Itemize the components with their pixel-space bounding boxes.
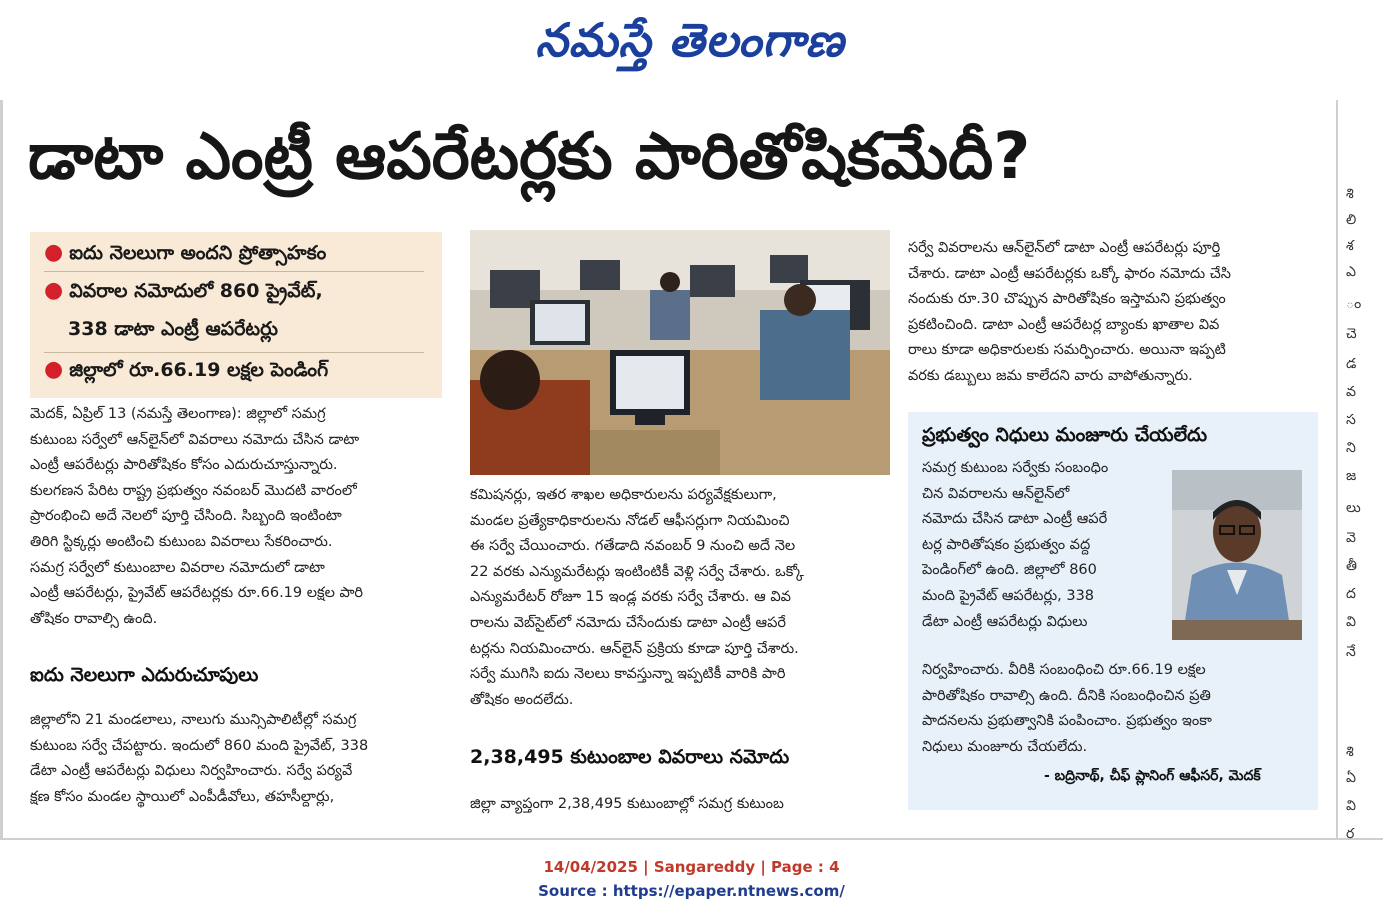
edge-letter: ర bbox=[1346, 826, 1355, 842]
text-line: కులగణన పేరిట రాష్ట్ర ప్రభుత్వం నవంబర్ మొదటి వారంలో bbox=[30, 482, 357, 499]
text-line: పెండింగ్‌లో ఉంది. జిల్లాలో 860 bbox=[922, 562, 1097, 579]
highlight-divider bbox=[44, 352, 424, 353]
edge-letter: ఎ bbox=[1346, 264, 1356, 280]
text-line: టర్ల పారితోషకం ప్రభుత్వం వద్ద bbox=[922, 536, 1091, 553]
text-line: కుటుంబ సర్వేలో ఆన్‌లైన్‌లో వివరాలు నమోదు చేసిన డాటా bbox=[30, 431, 360, 448]
sidebox-attribution: - బద్రినాథ్, చీఫ్ ప్లానింగ్ ఆఫీసర్, మెదక్ bbox=[1044, 768, 1261, 784]
column1-paragraph2 bbox=[30, 708, 450, 810]
sidebox-title: ప్రభుత్వం నిధులు మంజూరు చేయలేదు bbox=[922, 424, 1208, 446]
sidebox-text-narrow bbox=[922, 456, 1167, 635]
edge-letter: ఏ bbox=[1346, 770, 1356, 786]
edge-letter: ద bbox=[1346, 586, 1356, 602]
text-line: 22 వరకు ఎన్యుమరేటర్లు ఇంటింటికీ వెళ్లి సర్వే చేశారు. ఒక్కో bbox=[470, 563, 804, 580]
text-line: జిల్లా వ్యాప్తంగా 2,38,495 కుటుంబాల్లో సమగ్ర కుటుంబ bbox=[470, 796, 784, 812]
article-headline: డాటా ఎంట్రీ ఆపరేటర్లకు పారితోషికమేదీ? bbox=[28, 120, 1031, 194]
edge-letter: ం bbox=[1346, 296, 1362, 312]
officer-portrait-illustration bbox=[1172, 470, 1302, 640]
text-line: జిల్లాలోని 21 మండలాలు, నాలుగు మున్సిపాలిటీల్లో సమగ్ర bbox=[30, 712, 357, 728]
text-line: పాదనలను ప్రభుత్వానికి పంపించాం. ప్రభుత్వం ఇంకా bbox=[922, 713, 1212, 730]
text-line: క్షణ కోసం మండల స్థాయిలో ఎంపీడీవోలు, తహసీల్దార్లు, bbox=[30, 788, 335, 805]
text-line: నందుకు రూ.30 చొప్పున పారితోషికం ఇస్తామని ప్రభుత్వం bbox=[908, 291, 1226, 308]
text-line: ప్రారంభించి అదే నెలలో పూర్తి చేసింది. సిబ్బంది ఇంటింటా bbox=[30, 508, 342, 525]
edge-letter: లి bbox=[1346, 212, 1357, 228]
text-line: మండల ప్రత్యేకాధికారులను నోడల్ ఆఫీసర్లుగా నియమించి bbox=[470, 512, 790, 529]
footer-date-edition-page: 14/04/2025 | Sangareddy | Page : 4 bbox=[543, 858, 840, 876]
column2-paragraph2 bbox=[470, 792, 890, 818]
text-line: తోషికం అందలేదు. bbox=[470, 691, 574, 708]
text-line: సర్వే వివరాలను ఆన్‌లైన్‌లో డాటా ఎంట్రీ ఆపరేటర్లు పూర్తి bbox=[908, 240, 1221, 256]
page-border-left bbox=[0, 100, 3, 840]
edge-letter: వి bbox=[1346, 798, 1356, 814]
page-border-right bbox=[1336, 100, 1338, 840]
text-line: సమగ్ర కుటుంబ సర్వేకు సంబంధిం bbox=[922, 460, 1109, 476]
highlight-item-continued: 338 డాటా ఎంట్రీ ఆపరేటర్లు bbox=[68, 318, 278, 340]
computer-lab-photo bbox=[470, 230, 890, 475]
text-line: ఎంట్రీ ఆపరేటర్లు, ప్రైవేట్ ఆపరేటర్లకు రూ.66.19 లక్షల పారి bbox=[30, 585, 364, 602]
highlight-divider bbox=[44, 271, 424, 272]
text-line: చేశారు. డాటా ఎంట్రీ ఆపరేటర్లకు ఒక్కో ఫారం నమోదు చేసి bbox=[908, 265, 1231, 282]
text-line: డేటా ఎంట్రీ ఆపరేటర్లు విధులు నిర్వహించారు. సర్వే పర్యవే bbox=[30, 763, 353, 780]
text-line: కమిషనర్లు, ఇతర శాఖల అధికారులను పర్యవేక్షకులుగా, bbox=[470, 487, 777, 503]
edge-letter: శి bbox=[1346, 744, 1354, 760]
highlight-item: ● వివరాల నమోదులో 860 ప్రైవేట్, bbox=[44, 278, 323, 303]
text-line: నిర్వహించారు. వీరికి సంబంధించి రూ.66.19 లక్షల bbox=[922, 662, 1206, 678]
edge-letter: వి bbox=[1346, 614, 1356, 630]
text-line: పారితోషికం రావాల్సి ఉంది. దీనికి సంబంధించిన ప్రతి bbox=[922, 687, 1211, 704]
text-line: ఎన్యుమరేటర్ రోజూ 15 ఇండ్ల వరకు సర్వే చేశారు. ఆ వివ bbox=[470, 589, 791, 606]
text-line: మెదక్, ఏప్రిల్ 13 (నమస్తే తెలంగాణ): జిల్లాలో సమగ్ర bbox=[30, 406, 326, 422]
edge-letter: ని bbox=[1346, 440, 1356, 456]
text-line: చిన వివరాలను ఆన్‌లైన్‌లో bbox=[922, 485, 1070, 502]
edge-letter: తీ bbox=[1346, 558, 1357, 574]
edge-letter: జ bbox=[1346, 468, 1357, 484]
column3-paragraph1 bbox=[908, 236, 1326, 390]
edge-letter: చె bbox=[1346, 326, 1357, 342]
text-line: ఈ సర్వే చేయించారు. గతేడాది నవంబర్ 9 నుంచి అదే నెల bbox=[470, 538, 796, 555]
highlight-item: ● ఐదు నెలలుగా అందని ప్రోత్సాహకం bbox=[44, 240, 327, 265]
edge-letter: లు bbox=[1346, 500, 1361, 516]
text-line: సమగ్ర సర్వేలో కుటుంబాల వివరాల నమోదులో డాటా bbox=[30, 559, 325, 576]
column1-subheading: ఐదు నెలలుగా ఎదురుచూపులు bbox=[30, 664, 259, 686]
text-line: తిరిగి స్టిక్కర్లు అంటించి కుటుంబ వివరాలు సేకరించారు. bbox=[30, 533, 333, 550]
edge-letter: శ bbox=[1346, 238, 1354, 254]
column2-subheading: 2,38,495 కుటుంబాల వివరాలు నమోదు bbox=[470, 746, 790, 768]
edge-letter: డ bbox=[1346, 356, 1357, 372]
computer-lab-illustration bbox=[470, 230, 890, 475]
page-border-bottom bbox=[0, 838, 1383, 840]
officer-portrait-photo bbox=[1172, 470, 1302, 640]
text-line: నమోదు చేసిన డాటా ఎంట్రీ ఆపరే bbox=[922, 511, 1108, 528]
text-line: కుటుంబ సర్వే చేపట్టారు. ఇందులో 860 మంది ప్రైవేట్, 338 bbox=[30, 737, 369, 754]
highlight-item: ● జిల్లాలో రూ.66.19 లక్షల పెండింగ్ bbox=[44, 357, 329, 382]
text-line: టర్లను నియమించారు. ఆన్‌లైన్ ప్రక్రియ కూడా పూర్తి చేశారు. bbox=[470, 640, 799, 657]
footer-source-url[interactable]: Source : https://epaper.ntnews.com/ bbox=[538, 882, 845, 900]
edge-letter: స bbox=[1346, 412, 1356, 428]
highlights-box bbox=[30, 232, 442, 398]
text-line: ప్రకటించింది. డాటా ఎంట్రీ ఆపరేటర్ల బ్యాంకు ఖాతాల వివ bbox=[908, 316, 1220, 333]
text-line: నిధులు మంజూరు చేయలేదు. bbox=[922, 738, 1088, 755]
text-line: వరకు డబ్బులు జమ కాలేదని వారు వాపోతున్నారు. bbox=[908, 367, 1193, 384]
column1-paragraph1 bbox=[30, 402, 450, 632]
column2-paragraph1 bbox=[470, 483, 890, 713]
text-line: ఎంట్రీ ఆపరేటర్లు పారితోషికం కోసం ఎదురుచూస్తున్నారు. bbox=[30, 457, 338, 474]
text-line: సర్వే ముగిసి ఐదు నెలలు కావస్తున్నా ఇప్పటికీ వారికి పారి bbox=[470, 666, 786, 683]
text-line: రాలు కూడా అధికారులకు సమర్పించారు. అయినా ఇప్పటి bbox=[908, 342, 1226, 359]
newspaper-masthead: నమస్తే తెలంగాణ bbox=[535, 13, 845, 67]
text-line: తోషికం రావాల్సి ఉంది. bbox=[30, 610, 158, 627]
edge-letter: నే bbox=[1346, 644, 1356, 660]
text-line: డేటా ఎంట్రీ ఆపరేటర్లు విధులు bbox=[922, 613, 1088, 630]
edge-letter: వ bbox=[1346, 384, 1356, 400]
text-line: రాలను వెబ్‌సైట్‌లో నమోదు చేసేందుకు డాటా ఎంట్రీ ఆపరే bbox=[470, 614, 786, 631]
text-line: మంది ప్రైవేట్ ఆపరేటర్లు, 338 bbox=[922, 587, 1095, 604]
sidebox-text-wide bbox=[922, 658, 1312, 760]
edge-letter: శి bbox=[1346, 186, 1354, 202]
edge-letter: వె bbox=[1346, 530, 1356, 546]
